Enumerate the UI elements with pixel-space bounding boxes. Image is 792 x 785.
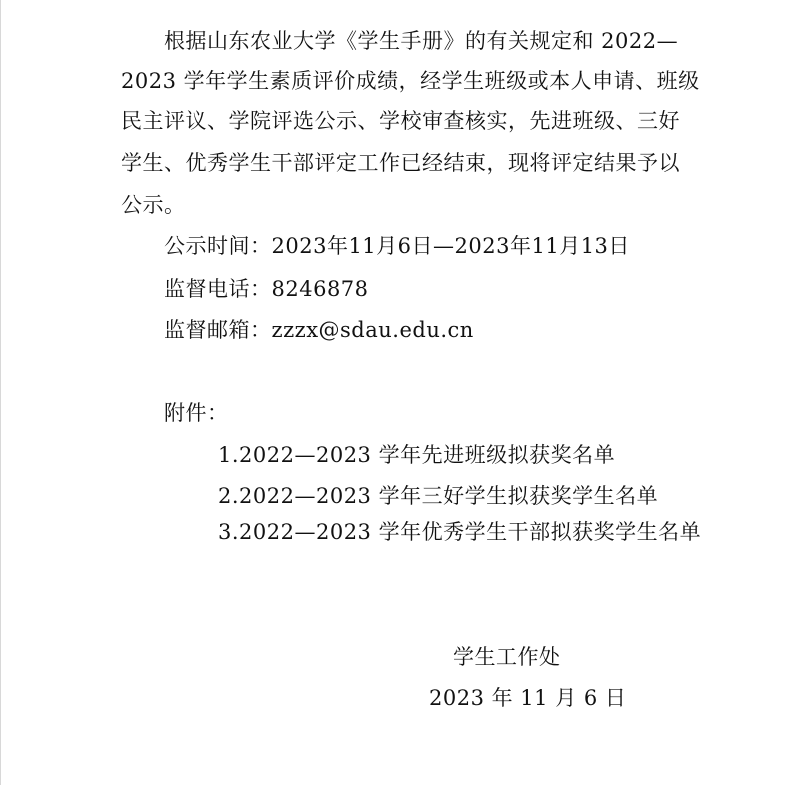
paragraph-line-5: 公示。 (121, 193, 186, 217)
supervision-phone: 监督电话：8246878 (164, 277, 369, 301)
signature-department: 学生工作处 (453, 645, 561, 669)
paragraph-line-4: 学生、优秀学生干部评定工作已经结束，现将评定结果予以 (121, 151, 680, 175)
supervision-email: 监督邮箱：zzzx@sdau.edu.cn (164, 318, 474, 342)
attachment-item-2: 2.2022—2023 学年三好学生拟获奖学生名单 (218, 484, 659, 508)
paragraph-line-3: 民主评议、学院评选公示、学校审查核实，先进班级、三好 (121, 109, 680, 133)
signature-date: 2023 年 11 月 6 日 (429, 686, 627, 710)
attachment-item-1: 1.2022—2023 学年先进班级拟获奖名单 (218, 443, 616, 467)
paragraph-line-2: 2023 学年学生素质评价成绩，经学生班级或本人申请、班级 (121, 69, 700, 93)
attachment-item-3: 3.2022—2023 学年优秀学生干部拟获奖学生名单 (218, 520, 702, 544)
attachments-label: 附件： (164, 401, 229, 425)
publicity-time: 公示时间：2023年11月6日—2023年11月13日 (164, 234, 630, 258)
paragraph-line-1: 根据山东农业大学《学生手册》的有关规定和 2022— (164, 29, 679, 53)
